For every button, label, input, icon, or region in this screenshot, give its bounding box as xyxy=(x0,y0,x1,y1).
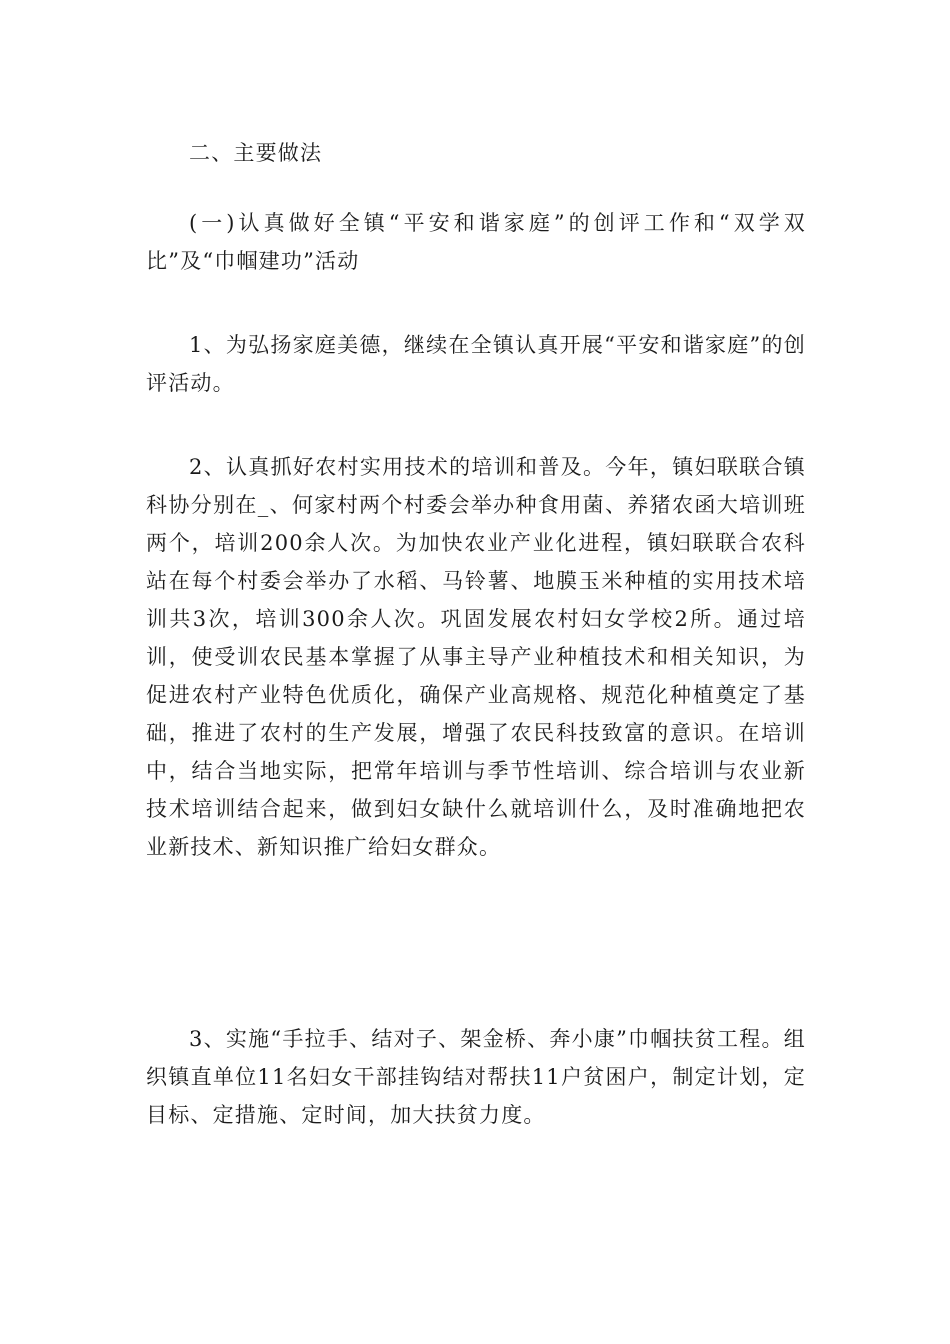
paragraph-2: 2、认真抓好农村实用技术的培训和普及。今年，镇妇联联合镇科协分别在_、何家村两个村委会举办种食用菌、养猪农函大培训班两个，培训200余人次。为加快农业产业化进程，镇妇联联合农科站在每个村委会举办了水稻、马铃薯、地膜玉米种植的实用技术培训共3次，培训300余人次。巩固发展农村妇女学校2所。通过培训，使受训农民基本掌握了从事主导产业种植技术和相关知识，为促进农村产业特色优质化，确保产业高规格、规范化种植奠定了基础，推进了农村的生产发展，增强了农民科技致富的意识。在培训中，结合当地实际，把常年培训与季节性培训、综合培训与农业新技术培训结合起来，做到妇女缺什么就培训什么，及时准确地把农业新技术、新知识推广给妇女群众。 xyxy=(146,455,806,859)
paragraph-1: 1、为弘扬家庭美德，继续在全镇认真开展“平安和谐家庭”的创评活动。 xyxy=(146,333,806,395)
paragraph-3: 3、实施“手拉手、结对子、架金桥、奔小康”巾帼扶贫工程。组织镇直单位11名妇女干部挂钩结对帮扶11户贫困户，制定计划，定目标、定措施、定时间，加大扶贫力度。 xyxy=(146,1027,806,1127)
section-heading: 二、主要做法 xyxy=(189,141,323,165)
subsection-heading: (一)认真做好全镇“平安和谐家庭”的创评工作和“双学双比”及“巾帼建功”活动 xyxy=(146,211,806,273)
